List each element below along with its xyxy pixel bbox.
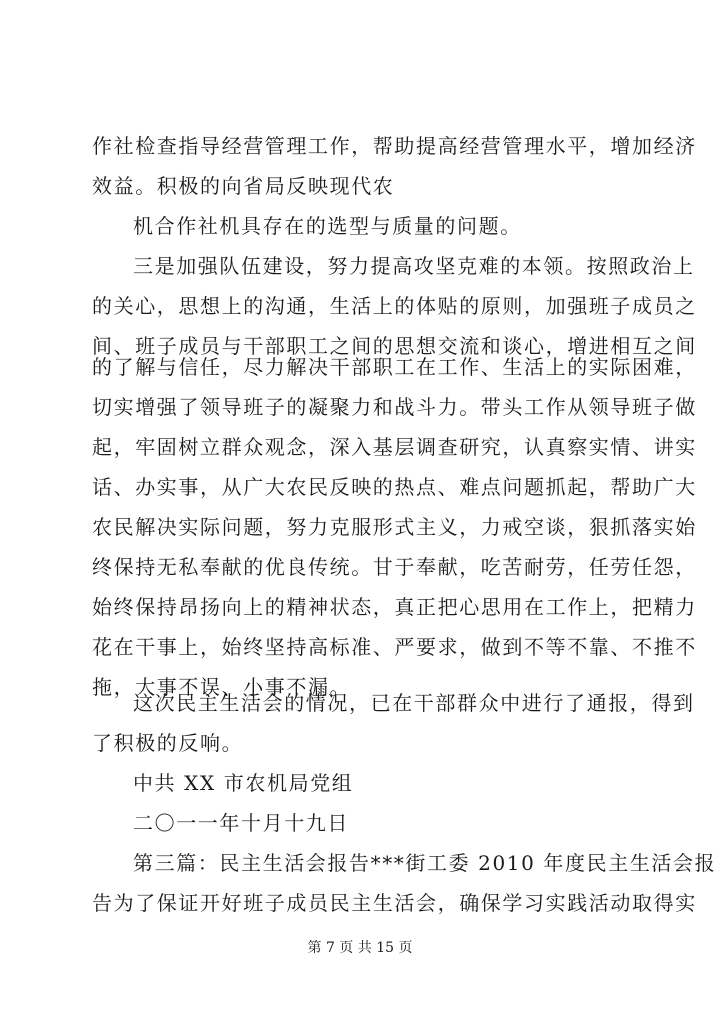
- paragraph-line: 了积极的反响。: [92, 731, 244, 755]
- paragraph-line: 的了解与信任，尽力解决干部职工在工作、生活上的实际困难，: [92, 355, 697, 379]
- paragraph-line: 花在干事上，始终坚持高标准、严要求，做到不等不靠、不推不: [92, 635, 697, 659]
- paragraph-line: 机合作社机具存在的选型与质量的问题。: [133, 214, 522, 238]
- paragraph-line: 告为了保证开好班子成员民主生活会，确保学习实践活动取得实: [92, 891, 697, 915]
- paragraph-line: 拖，大事不误、小事不漏。: [92, 675, 352, 699]
- signature-date: 二〇一一年十月十九日: [133, 811, 349, 835]
- paragraph-line: 这次民主生活会的情况，已在干部群众中进行了通报，得到: [133, 691, 695, 715]
- paragraph-line: 起，牢固树立群众观念，深入基层调查研究，认真察实情、讲实: [92, 435, 697, 459]
- signature-organization: 中共 XX 市农机局党组: [133, 771, 354, 795]
- paragraph-line: 切实增强了领导班子的凝聚力和战斗力。带头工作从领导班子做: [92, 395, 697, 419]
- paragraph-line: 效益。积极的向省局反映现代农: [92, 174, 395, 198]
- paragraph-line: 话、办实事，从广大农民反映的热点、难点问题抓起，帮助广大: [92, 475, 697, 499]
- paragraph-line: 农民解决实际问题，努力克服形式主义，力戒空谈，狠抓落实始: [92, 515, 697, 539]
- paragraph-line: 间、班子成员与干部职工之间的思想交流和谈心，增进相互之间: [92, 334, 697, 358]
- page-number-footer: 第 7 页 共 15 页: [307, 940, 413, 956]
- paragraph-line: 作社检查指导经营管理工作，帮助提高经营管理水平，增加经济: [92, 134, 697, 158]
- paragraph-line: 的关心，思想上的沟通，生活上的体贴的原则，加强班子成员之: [92, 294, 697, 318]
- paragraph-line: 终保持无私奉献的优良传统。甘于奉献，吃苦耐劳，任劳任怨，: [92, 555, 697, 579]
- paragraph-line: 三是加强队伍建设，努力提高攻坚克难的本领。按照政治上: [133, 254, 695, 278]
- paragraph-line: 始终保持昂扬向上的精神状态，真正把心思用在工作上，把精力: [92, 595, 697, 619]
- paragraph-line: 第三篇：民主生活会报告***街工委 2010 年度民主生活会报: [133, 851, 717, 875]
